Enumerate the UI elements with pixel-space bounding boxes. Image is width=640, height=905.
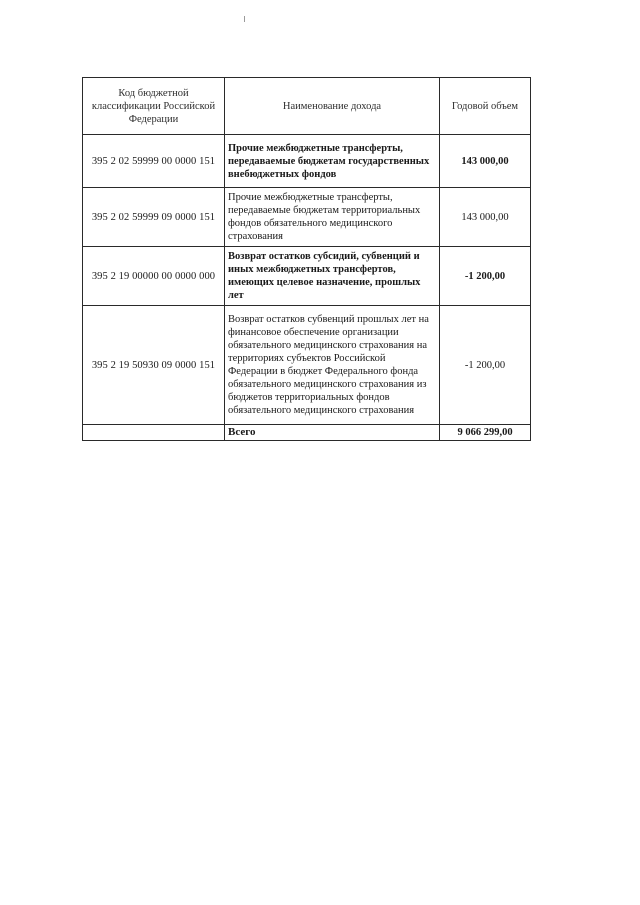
table-row	[83, 306, 531, 425]
row-amount: 143 000,00	[440, 135, 531, 188]
row-name: Прочие межбюджетные трансферты, передаваемые бюджетам государственных внебюджетных фондов	[225, 135, 440, 188]
header-amount: Годовой объем	[440, 78, 531, 135]
header-code: Код бюджетной классификации Российской Федерации	[83, 78, 225, 135]
row-code: 395 2 02 59999 09 0000 151	[83, 188, 225, 247]
budget-revenue-table	[82, 77, 531, 441]
row-code: 395 2 19 50930 09 0000 151	[83, 306, 225, 425]
row-code: 395 2 02 59999 00 0000 151	[83, 135, 225, 188]
header-name: Наименование дохода	[225, 78, 440, 135]
row-amount: -1 200,00	[440, 247, 531, 306]
scan-mark	[244, 16, 245, 22]
row-amount: 143 000,00	[440, 188, 531, 247]
table-row	[83, 188, 531, 247]
row-code: 395 2 19 00000 00 0000 000	[83, 247, 225, 306]
row-name: Прочие межбюджетные трансферты, передаваемые бюджетам территориальных фондов обязательного медицинского страхования	[225, 188, 440, 247]
row-name: Возврат остатков субвенций прошлых лет на финансовое обеспечение организации обязательного медицинского страхования на территориях субъектов Российской Федерации в бюджет Федерального фонда обязательного медицинского страхования из бюджетов территориальных фондов обязательного медицинского страхования	[225, 306, 440, 425]
row-amount: -1 200,00	[440, 306, 531, 425]
table-row	[83, 247, 531, 306]
table-total-row	[83, 425, 531, 441]
total-code	[83, 425, 225, 441]
total-label: Всего	[225, 425, 440, 441]
table-header-row	[83, 78, 531, 135]
table-row	[83, 135, 531, 188]
row-name: Возврат остатков субсидий, субвенций и иных межбюджетных трансфертов, имеющих целевое назначение, прошлых лет	[225, 247, 440, 306]
total-amount: 9 066 299,00	[440, 425, 531, 441]
